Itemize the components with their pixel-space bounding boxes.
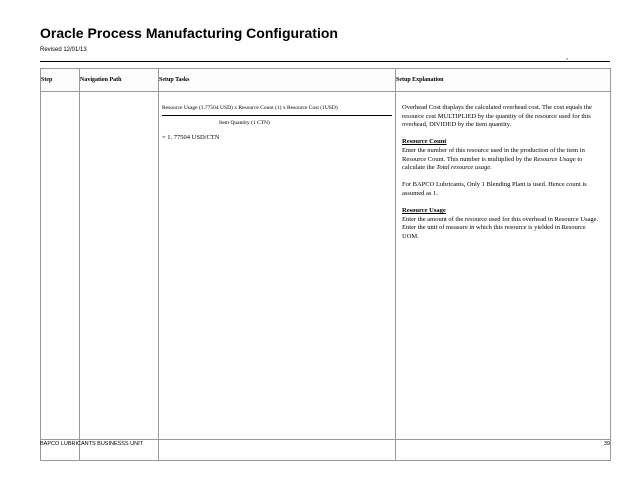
column-header-navigation-path: Navigation Path xyxy=(80,69,159,92)
header-mark xyxy=(566,58,568,60)
resource-usage-heading: Resource Usage xyxy=(402,207,446,215)
resource-usage-section xyxy=(402,207,604,241)
resource-count-heading: Resource Count xyxy=(402,138,447,146)
footer-divider xyxy=(40,439,610,440)
fraction-bar xyxy=(162,115,392,116)
revision-date: Revised 12/01/13 xyxy=(40,47,87,53)
page-title: Oracle Process Manufacturing Configuration xyxy=(40,25,338,41)
resource-usage-text: Enter the amount of the resource used for this overhead in Resource Usage. Enter the unit of measure in which this resource is yielded in Resource UOM. xyxy=(402,215,599,240)
setup-table xyxy=(40,68,611,461)
setup-explanation-cell xyxy=(396,92,611,461)
table-row xyxy=(41,92,611,461)
setup-tasks-cell xyxy=(159,92,396,461)
column-header-setup-tasks: Setup Tasks xyxy=(159,69,396,92)
bapco-note: For BAPCO Lubricants, Only 1 Blending Plant is used. Hence count is assumed as 1. xyxy=(402,181,587,197)
overhead-cost-explanation: Overhead Cost displays the calculated overhead cost. The cost equals the resource cost MULTIPLIED by the quantity of the resource used for this overhead, DIVIDED by the item quantity. xyxy=(402,104,592,129)
footer-business-unit: BAPCO LUBRICANTS BUSINESSS UNIT xyxy=(40,441,143,447)
resource-count-text: Enter the number of this resource used in the production of the item in Resource Count. This number is multiplied by the xyxy=(402,146,585,163)
total-resource-usage-term: Total resource usage xyxy=(436,164,491,172)
page-number: 39 xyxy=(603,441,610,447)
column-header-step: Step xyxy=(41,69,80,92)
resource-count-text-3: . xyxy=(490,164,492,172)
table-header-row xyxy=(41,69,611,92)
formula-numerator: Resource Usage (1.77504 USD) x Resource Count (1) x Resource Cost (1USD) xyxy=(162,105,338,111)
formula-denominator: Item Quantity (1 CTN) xyxy=(219,120,270,126)
resource-count-text-2: to calculate the xyxy=(402,155,583,172)
resource-count-section xyxy=(402,138,604,172)
formula-result: = 1. 77504 USD/CTN xyxy=(162,134,220,141)
column-header-setup-explanation: Setup Explanation xyxy=(396,69,611,92)
navigation-path-cell xyxy=(80,92,159,461)
resource-usage-term: Resource Usage xyxy=(533,155,576,163)
header-divider xyxy=(40,61,610,62)
step-cell xyxy=(41,92,80,461)
